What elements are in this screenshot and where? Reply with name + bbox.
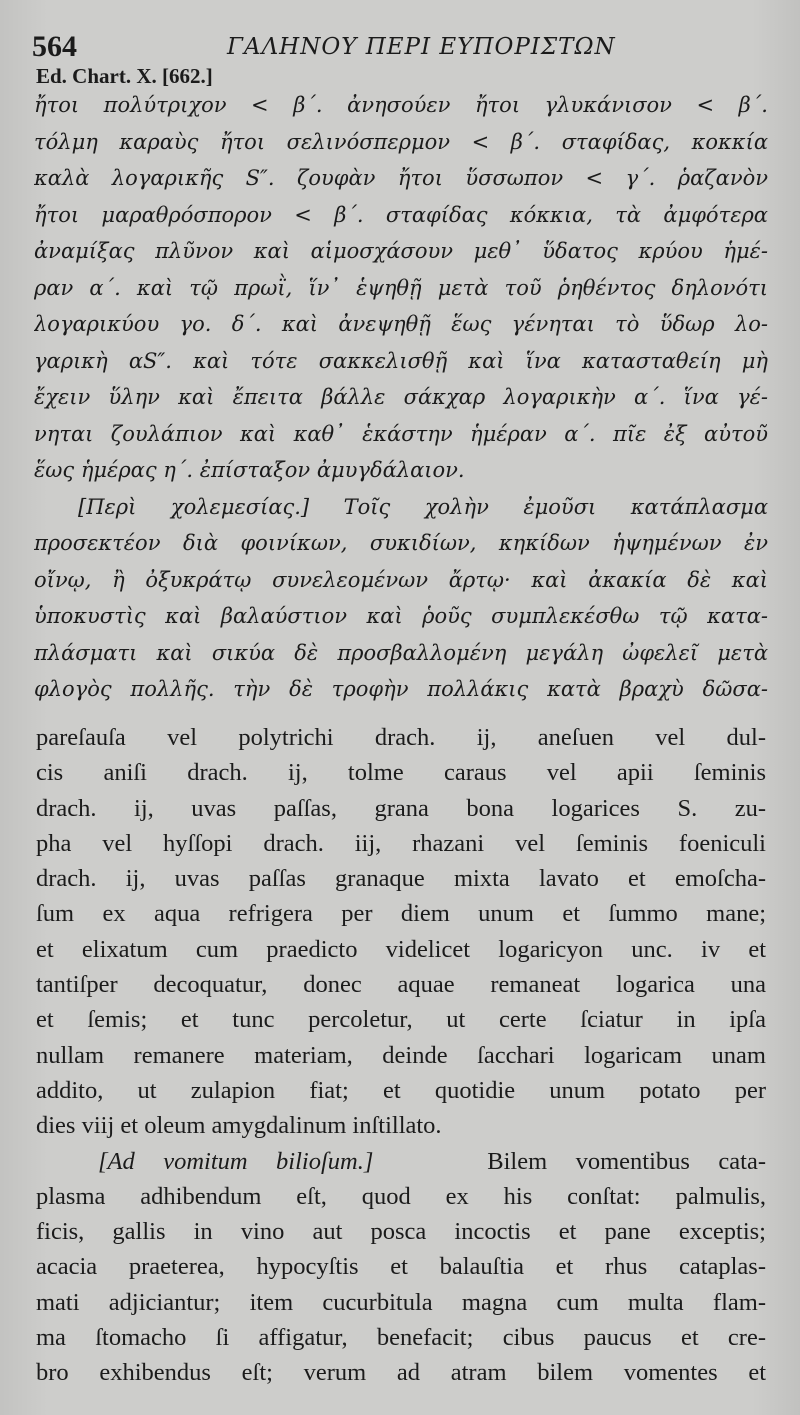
page-header xyxy=(32,30,770,66)
greek-section-heading-line: [Περὶ χολεμεσίας.] Τοῖς χολὴν ἐμοῦσι κατάπλασμα xyxy=(78,494,768,519)
greek-line: ἤτοι μαραθρόσπορον < β΄. σταφίδας κόκκια, τὰ ἀμφότερα xyxy=(34,202,768,227)
greek-text-block xyxy=(34,87,768,708)
greek-line: ἤτοι πολύτριχον < β΄. ἀνησούεν ἤτοι γλυκάνισον < β΄. xyxy=(34,93,768,117)
greek-line: νηται ζουλάπιον καὶ καθ᾽ ἑκάστην ἡμέραν α΄. πῖε ἐξ αὐτοῦ xyxy=(34,421,768,446)
greek-line: τόλμη καραὺς ἤτοι σελινόσπερμον < β΄. σταφίδας, κοκκία xyxy=(34,129,768,154)
greek-line: οἴνῳ, ἢ ὀξυκράτῳ συνελεομένων ἄρτῳ· καὶ ἀκακία δὲ καὶ xyxy=(34,567,768,592)
latin-line: drach. ij, uvas paſſas, grana bona logarices S. zu- xyxy=(36,794,766,822)
greek-line: ἕως ἡμέρας η΄. ἐπίσταξον ἀμυγδάλαιον. xyxy=(34,458,465,482)
latin-line: pha vel hyſſopi drach. iij, rhazani vel ſeminis foeniculi xyxy=(36,829,766,857)
latin-line: drach. ij, uvas paſſas granaque mixta lavato et emoſcha- xyxy=(36,865,766,893)
greek-line: πλάσματι καὶ σικύα δὲ προσβαλλομένη μεγάλη ὠφελεῖ μετὰ xyxy=(34,640,768,665)
latin-line: ſum ex aqua refrigera per diem unum et ſummo mane; xyxy=(36,900,766,928)
greek-line: λογαρικύου γο. δ΄. καὶ ἀνεψηθῇ ἕως γένηται τὸ ὕδωρ λο- xyxy=(34,312,768,336)
greek-line: ἔχειν ὕλην καὶ ἔπειτα βάλλε σάκχαρ λογαρικὴν α΄. ἵνα γέ- xyxy=(34,385,768,409)
greek-line: φλογὸς πολλῆς. τὴν δὲ τροφὴν πολλάκις κατὰ βραχὺ δῶσα- xyxy=(34,677,768,701)
latin-line: mati adjiciantur; item cucurbitula magna cum multa flam- xyxy=(36,1288,766,1316)
greek-line: καλὰ λογαρικῆς S″. ζουφὰν ἤτοι ὕσσωπον < γ΄. ῥαζανὸν xyxy=(34,166,768,190)
latin-line: plasma adhibendum eſt, quod ex his conſtat: palmulis, xyxy=(36,1182,766,1210)
latin-line: cis aniſi drach. ij, tolme caraus vel apii ſeminis xyxy=(36,759,766,787)
latin-line: ma ſtomacho ſi affigatur, benefacit; cibus paucus et cre- xyxy=(36,1324,766,1352)
running-head: ΓΑΛΗΝΟΥ ΠΕΡΙ ΕΥΠΟΡΙΣΤΩΝ xyxy=(227,34,616,60)
edition-reference: Ed. Chart. X. [662.] xyxy=(36,64,213,88)
latin-section-text: Bilem vomentibus cata- xyxy=(487,1147,766,1175)
latin-line: tantiſper decoquatur, donec aquae remaneat logarica una xyxy=(36,971,766,999)
latin-text-block xyxy=(36,720,766,1391)
latin-line: et elixatum cum praedicto videlicet logaricyon unc. iv et xyxy=(36,935,766,963)
latin-section-heading: [Ad vomitum bilioſum.] xyxy=(98,1147,374,1175)
latin-line: acacia praeterea, hypocyſtis et balauſtia et rhus cataplas- xyxy=(36,1253,766,1281)
latin-line: nullam remanere materiam, deinde ſacchari logaricam unam xyxy=(36,1041,766,1069)
latin-line: bro exhibendus eſt; verum ad atram bilem vomentes et xyxy=(36,1359,766,1387)
latin-section-first-line xyxy=(36,1144,766,1179)
latin-line: addito, ut zulapion fiat; et quotidie unum potato per xyxy=(36,1076,766,1104)
greek-line: ἀναμίξας πλῦνον καὶ αἱμοσχάσουν μεθ᾽ ὕδατος κρύου ἡμέ- xyxy=(34,239,768,263)
latin-line: ficis, gallis in vino aut posca incoctis et pane exceptis; xyxy=(36,1218,766,1246)
page-number: 564 xyxy=(32,30,77,63)
greek-line: γαρικὴ αS″. καὶ τότε σακκελισθῇ καὶ ἵνα κατασταθείη μὴ xyxy=(34,348,768,373)
greek-line: ὑποκυστὶς καὶ βαλαύστιον καὶ ῥοῦς συμπλεκέσθω τῷ κατα- xyxy=(34,604,768,628)
latin-line: et ſemis; et tunc percoletur, ut certe ſciatur in ipſa xyxy=(36,1006,766,1034)
latin-line: dies viij et oleum amygdalinum inſtillato. xyxy=(36,1112,442,1140)
greek-line: προσεκτέον διὰ φοινίκων, συκιδίων, κηκίδων ἡψημένων ἐν xyxy=(34,531,768,555)
greek-line: ραν α΄. καὶ τῷ πρωῒ, ἵν᾽ ἑψηθῇ μετὰ τοῦ ῥηθέντος δηλονότι xyxy=(34,275,768,300)
latin-line: pareſauſa vel polytrichi drach. ij, aneſuen vel dul- xyxy=(36,724,766,751)
